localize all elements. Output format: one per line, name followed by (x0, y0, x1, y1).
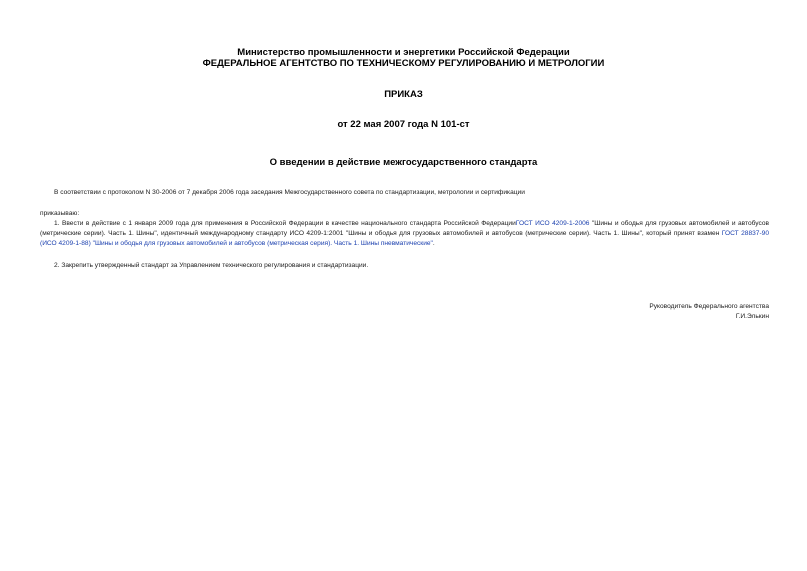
signatory-position: Руководитель Федерального агентства (649, 303, 769, 310)
document-subject: О введении в действие межгосударственного стандарта (269, 157, 538, 168)
document-type: ПРИКАЗ (384, 89, 423, 100)
gost-28837-90-link[interactable]: ГОСТ 28837-90 (ИСО 4209-1-88) "Шины и ободья для грузовых автомобилей и автобусов (метрическая серия). Часть 1. Шины пневматические" (40, 230, 769, 247)
signatory-name: Г.И.Элькин (735, 313, 769, 320)
item-2-paragraph: 2. Закрепить утвержденный стандарт за Управлением технического регулирования и стандартизации. (54, 262, 369, 269)
basis-paragraph: В соответствии с протоколом N 30-2006 от 7 декабря 2006 года заседания Межгосударственного совета по стандартизации, метрологии и сертификации (54, 189, 525, 196)
gost-iso-4209-1-2006-link[interactable]: ГОСТ ИСО 4209-1-2006 (515, 220, 590, 227)
agency-title: ФЕДЕРАЛЬНОЕ АГЕНТСТВО ПО ТЕХНИЧЕСКОМУ РЕГУЛИРОВАНИЮ И МЕТРОЛОГИИ (202, 58, 605, 69)
item-1-text-a: 1. Ввести в действие с 1 января 2009 года для применения в Российской Федерации в качестве национального стандарта Российской Федерации (54, 220, 516, 227)
document-date-number: от 22 мая 2007 года N 101-ст (337, 119, 470, 130)
item-1-text-c: . (432, 240, 435, 247)
ministry-title: Министерство промышленности и энергетики Российской Федерации (237, 47, 570, 58)
item-1-text-b: "Шины и ободья для грузовых автомобилей и автобусов (метрические серии). Часть 1. Шины", идентичный международному стандарту ИСО 4209-1:2001 "Шины и ободья для грузовых автомобилей и автобусов (метрические серии). Часть 1. Шины", который принят взамен (40, 220, 770, 237)
item-1-paragraph (40, 219, 769, 249)
order-word: приказываю: (40, 210, 80, 217)
